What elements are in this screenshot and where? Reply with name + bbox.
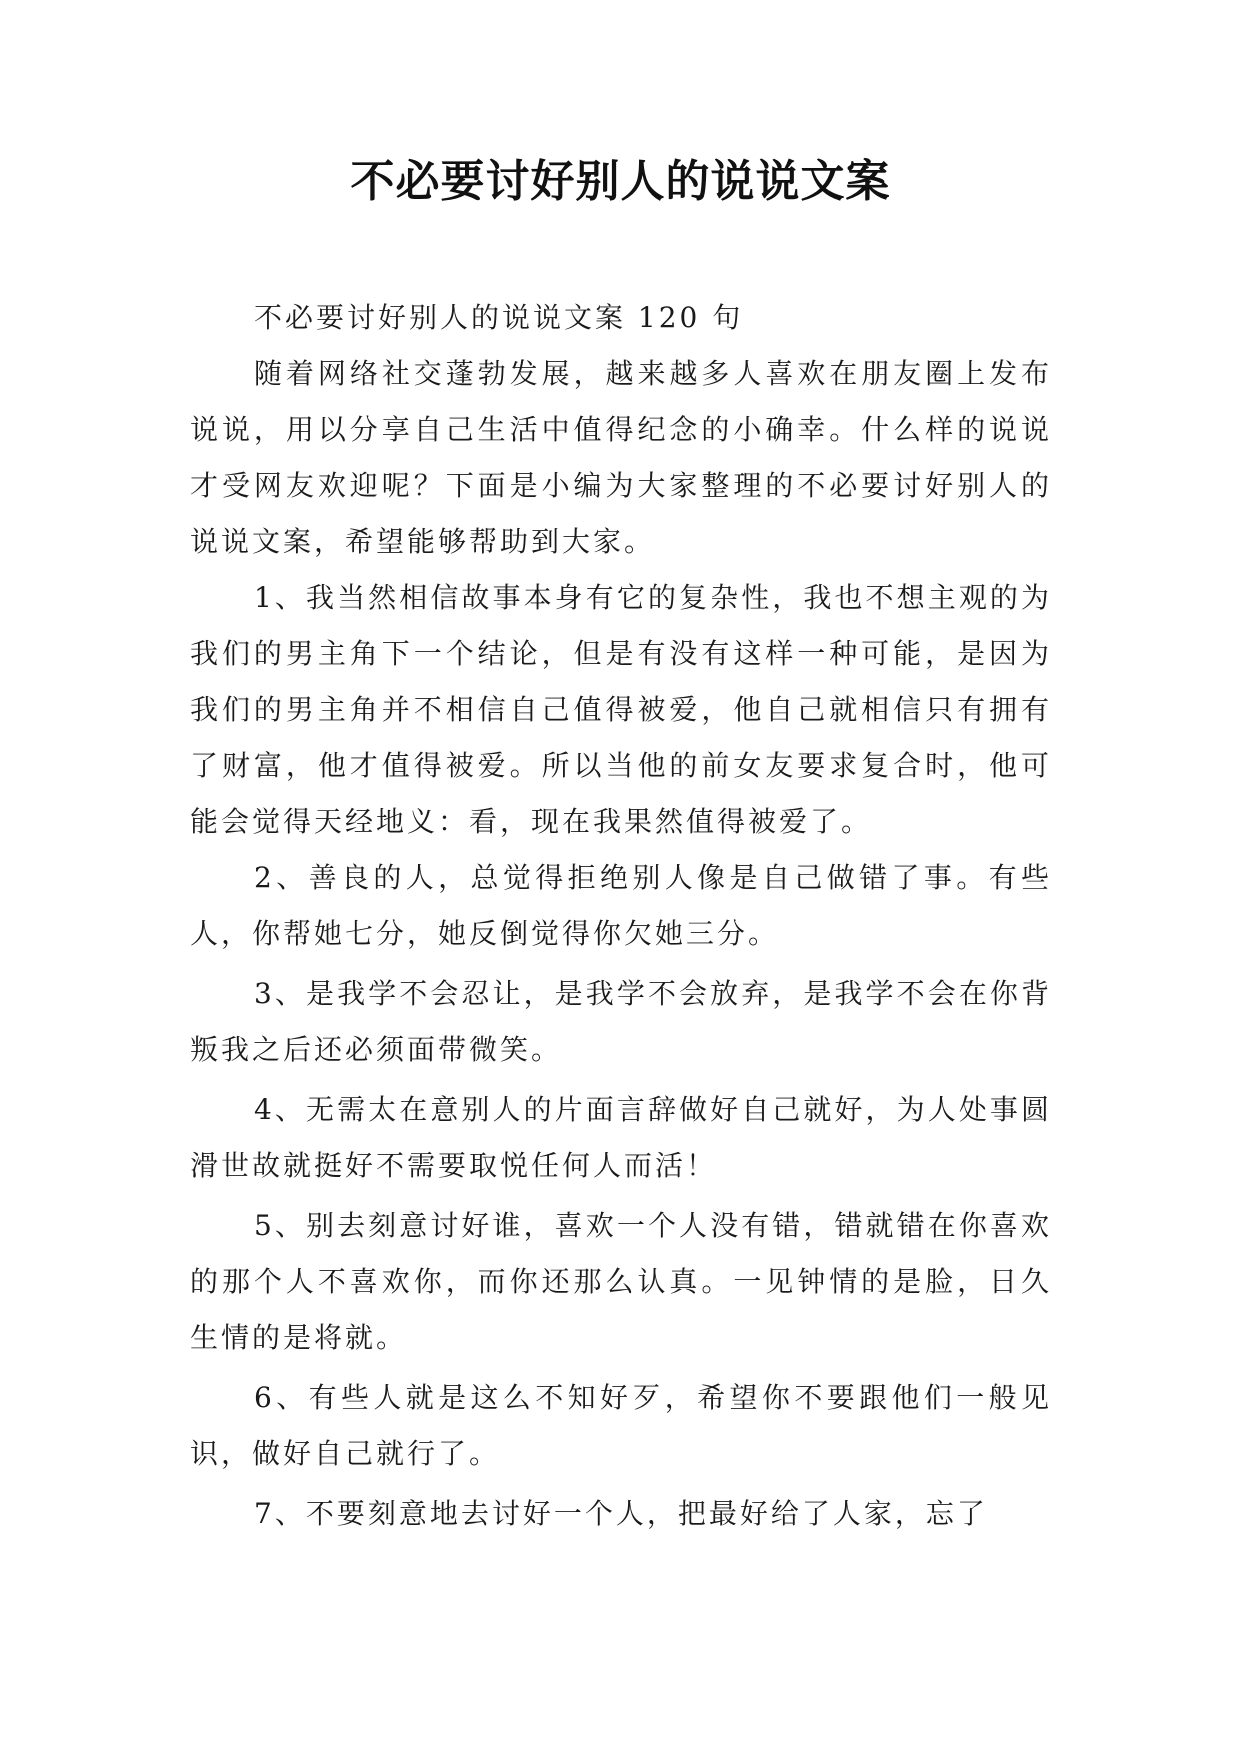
document-body [190, 290, 1052, 1542]
list-item: 4、无需太在意别人的片面言辞做好自己就好，为人处事圆滑世故就挺好不需要取悦任何人而活！ [190, 1093, 1052, 1182]
list-item: 2、善良的人，总觉得拒绝别人像是自己做错了事。有些人，你帮她七分，她反倒觉得你欠她三分。 [190, 861, 1052, 950]
document-subtitle: 不必要讨好别人的说说文案 120 句 [254, 301, 744, 334]
intro-paragraph: 随着网络社交蓬勃发展，越来越多人喜欢在朋友圈上发布说说，用以分享自己生活中值得纪念的小确幸。什么样的说说才受网友欢迎呢？下面是小编为大家整理的不必要讨好别人的说说文案，希望能够帮助到大家。 [190, 357, 1052, 558]
list-item: 3、是我学不会忍让，是我学不会放弃，是我学不会在你背叛我之后还必须面带微笑。 [190, 977, 1052, 1066]
list-item: 7、不要刻意地去讨好一个人，把最好给了人家，忘了 [254, 1497, 988, 1530]
list-item: 6、有些人就是这么不知好歹，希望你不要跟他们一般见识，做好自己就行了。 [190, 1381, 1052, 1470]
list-item: 1、我当然相信故事本身有它的复杂性，我也不想主观的为我们的男主角下一个结论，但是有没有这样一种可能，是因为我们的男主角并不相信自己值得被爱，他自己就相信只有拥有了财富，他才值得被爱。所以当他的前女友要求复合时，他可能会觉得天经地义：看，现在我果然值得被爱了。 [190, 581, 1052, 838]
document-title: 不必要讨好别人的说说文案 [350, 156, 891, 207]
list-item: 5、别去刻意讨好谁，喜欢一个人没有错，错就错在你喜欢的那个人不喜欢你，而你还那么认真。一见钟情的是脸，日久生情的是将就。 [190, 1209, 1052, 1354]
